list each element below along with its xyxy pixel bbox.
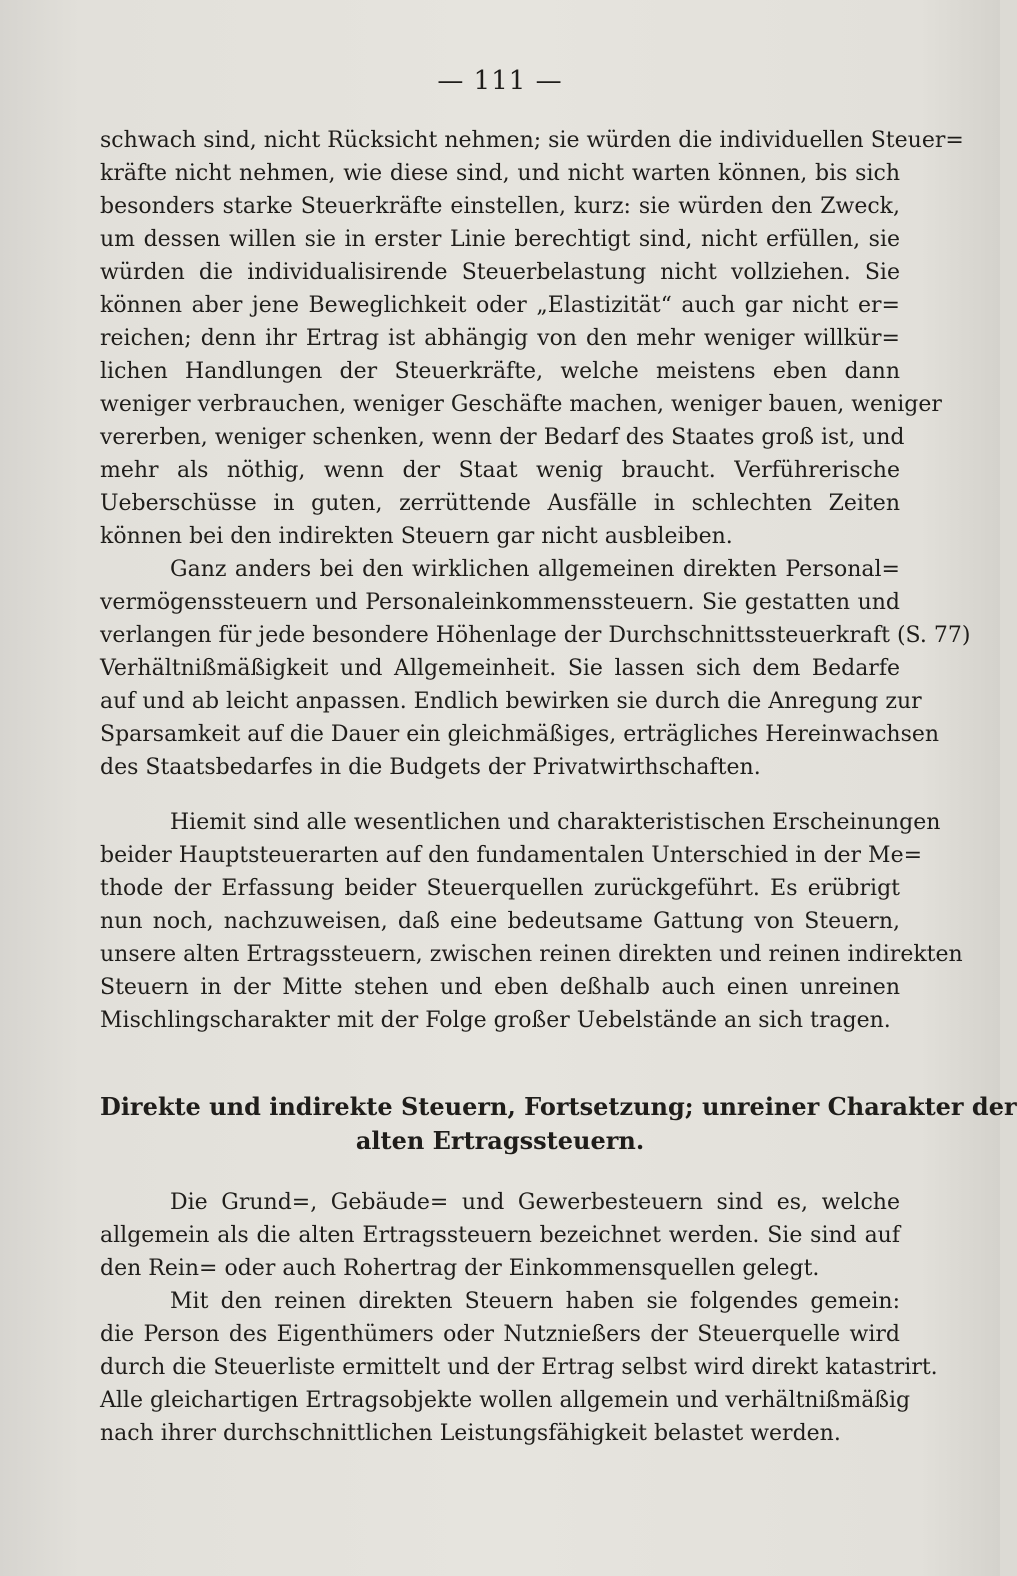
text-line: beider Hauptsteuerarten auf den fundamentalen Unterschied in der Me= (100, 843, 923, 868)
section-heading-line-1: Direkte und indirekte Steuern, Fortsetzung; unreiner Charakter der (100, 1092, 1017, 1121)
text-line: nun noch, nachzuweisen, daß eine bedeutsame Gattung von Steuern, (100, 909, 900, 934)
text-line: den Rein= oder auch Rohertrag der Einkommensquellen gelegt. (100, 1256, 820, 1281)
text-line: Alle gleichartigen Ertragsobjekte wollen allgemein und verhältnißmäßig (100, 1388, 911, 1413)
text-line: Verhältnißmäßigkeit und Allgemeinheit. Sie lassen sich dem Bedarfe (100, 656, 900, 681)
text-line: vererben, weniger schenken, wenn der Bedarf des Staates groß ist, und (100, 425, 905, 450)
text-line: Ueberschüsse in guten, zerrüttende Ausfälle in schlechten Zeiten (100, 491, 900, 516)
text-line: schwach sind, nicht Rücksicht nehmen; sie würden die individuellen Steuer= (100, 128, 964, 153)
text-line: nach ihrer durchschnittlichen Leistungsfähigkeit belastet werden. (100, 1421, 841, 1446)
text-line: Mit den reinen direkten Steuern haben sie folgendes gemein: (170, 1289, 900, 1314)
paragraph-2 (100, 553, 971, 784)
section-heading (100, 1090, 1017, 1158)
section-heading-line-2: alten Ertragssteuern. (355, 1126, 645, 1155)
text-line: können aber jene Beweglichkeit oder „Elastizität“ auch gar nicht er= (100, 293, 900, 318)
paragraph-4 (100, 1186, 900, 1285)
text-line: auf und ab leicht anpassen. Endlich bewirken sie durch die Anregung zur (100, 689, 922, 714)
text-line: die Person des Eigenthümers oder Nutznießers der Steuerquelle wird (100, 1322, 900, 1347)
text-line: Die Grund=, Gebäude= und Gewerbesteuern sind es, welche (170, 1190, 900, 1215)
page-number: — 111 — (437, 66, 563, 96)
text-line: Mischlingscharakter mit der Folge großer Uebelstände an sich tragen. (100, 1008, 891, 1033)
paragraph-gap (100, 784, 900, 806)
text-line: mehr als nöthig, wenn der Staat wenig braucht. Verführerische (100, 458, 900, 483)
text-block-upper (100, 124, 971, 1037)
text-line: Sparsamkeit auf die Dauer ein gleichmäßiges, erträgliches Hereinwachsen (100, 722, 940, 747)
text-line: kräfte nicht nehmen, wie diese sind, und nicht warten können, bis sich (100, 161, 900, 186)
text-line: lichen Handlungen der Steuerkräfte, welche meistens eben dann (100, 359, 900, 384)
text-line: des Staatsbedarfes in die Budgets der Privatwirthschaften. (100, 755, 761, 780)
text-line: durch die Steuerliste ermittelt und der Ertrag selbst wird direkt katastrirt. (100, 1355, 938, 1380)
text-line: können bei den indirekten Steuern gar nicht ausbleiben. (100, 524, 733, 549)
text-line: unsere alten Ertragssteuern, zwischen reinen direkten und reinen indirekten (100, 942, 963, 967)
paragraph-3 (100, 806, 963, 1037)
text-line: vermögenssteuern und Personaleinkommenssteuern. Sie gestatten und (100, 590, 900, 615)
text-line: besonders starke Steuerkräfte einstellen, kurz: sie würden den Zweck, (100, 194, 900, 219)
text-line: allgemein als die alten Ertragssteuern bezeichnet werden. Sie sind auf (100, 1223, 900, 1248)
text-line: verlangen für jede besondere Höhenlage der Durchschnittssteuerkraft (S. 77) (100, 623, 971, 648)
paragraph-1 (100, 124, 964, 553)
text-line: würden die individualisirende Steuerbelastung nicht vollziehen. Sie (100, 260, 900, 285)
text-line: weniger verbrauchen, weniger Geschäfte machen, weniger bauen, weniger (100, 392, 942, 417)
text-line: reichen; denn ihr Ertrag ist abhängig von den mehr weniger willkür= (100, 326, 900, 351)
paragraph-5 (100, 1285, 938, 1450)
text-line: Ganz anders bei den wirklichen allgemeinen direkten Personal= (170, 557, 900, 582)
text-line: um dessen willen sie in erster Linie berechtigt sind, nicht erfüllen, sie (100, 227, 900, 252)
text-line: thode der Erfassung beider Steuerquellen zurückgeführt. Es erübrigt (100, 876, 900, 901)
text-line: Steuern in der Mitte stehen und eben deßhalb auch einen unreinen (100, 975, 900, 1000)
text-line: Hiemit sind alle wesentlichen und charakteristischen Erscheinungen (170, 810, 941, 835)
text-block-lower (100, 1186, 938, 1450)
